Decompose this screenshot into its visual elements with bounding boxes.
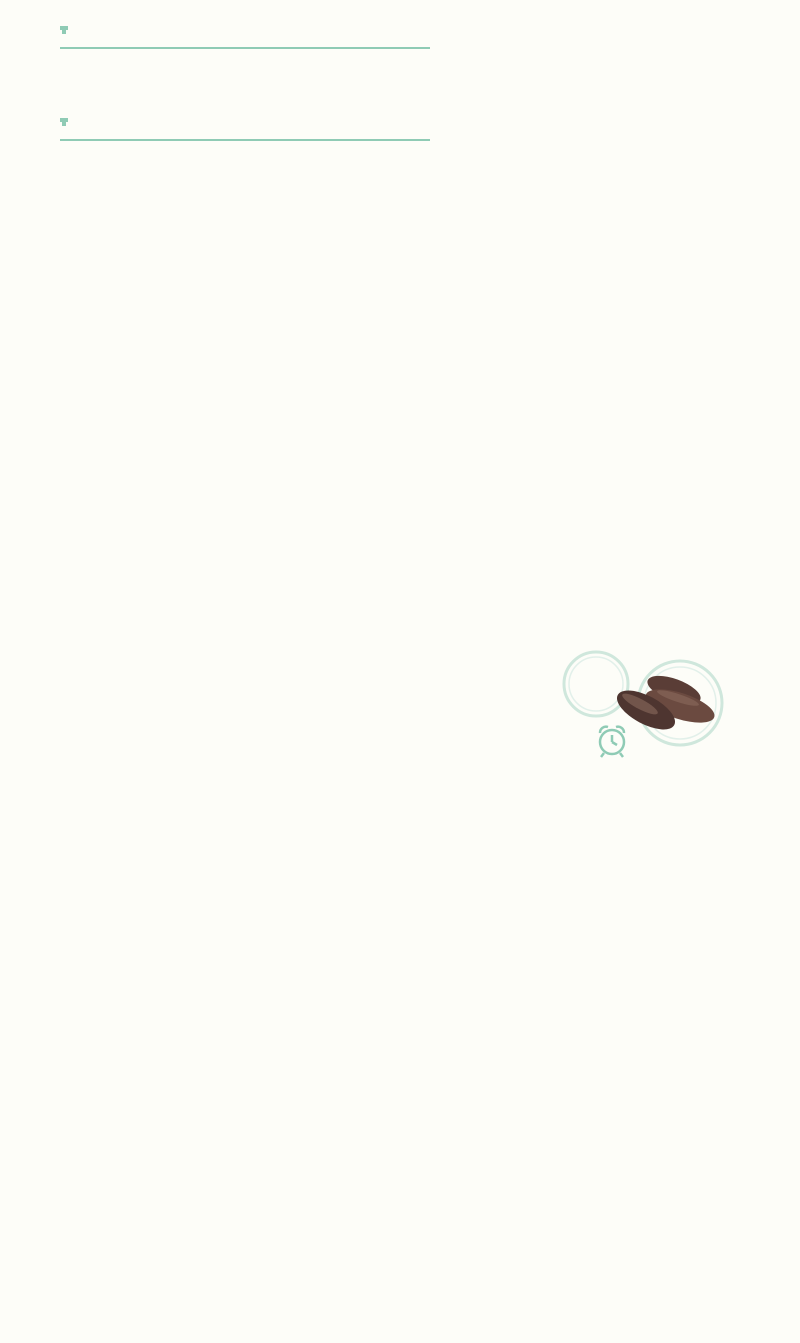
alarm-clock-icon: [600, 727, 624, 757]
table-of-contents: [60, 0, 510, 204]
decorative-illustration: [560, 648, 730, 768]
chapter7-header: [60, 112, 510, 204]
chapter6-header: [60, 20, 510, 112]
sea-cucumber-illustration: [560, 648, 730, 768]
chapter-badge: [60, 118, 68, 122]
chapter-badge: [60, 26, 68, 30]
chapter-divider: [60, 139, 430, 141]
chapter-divider: [60, 47, 430, 49]
